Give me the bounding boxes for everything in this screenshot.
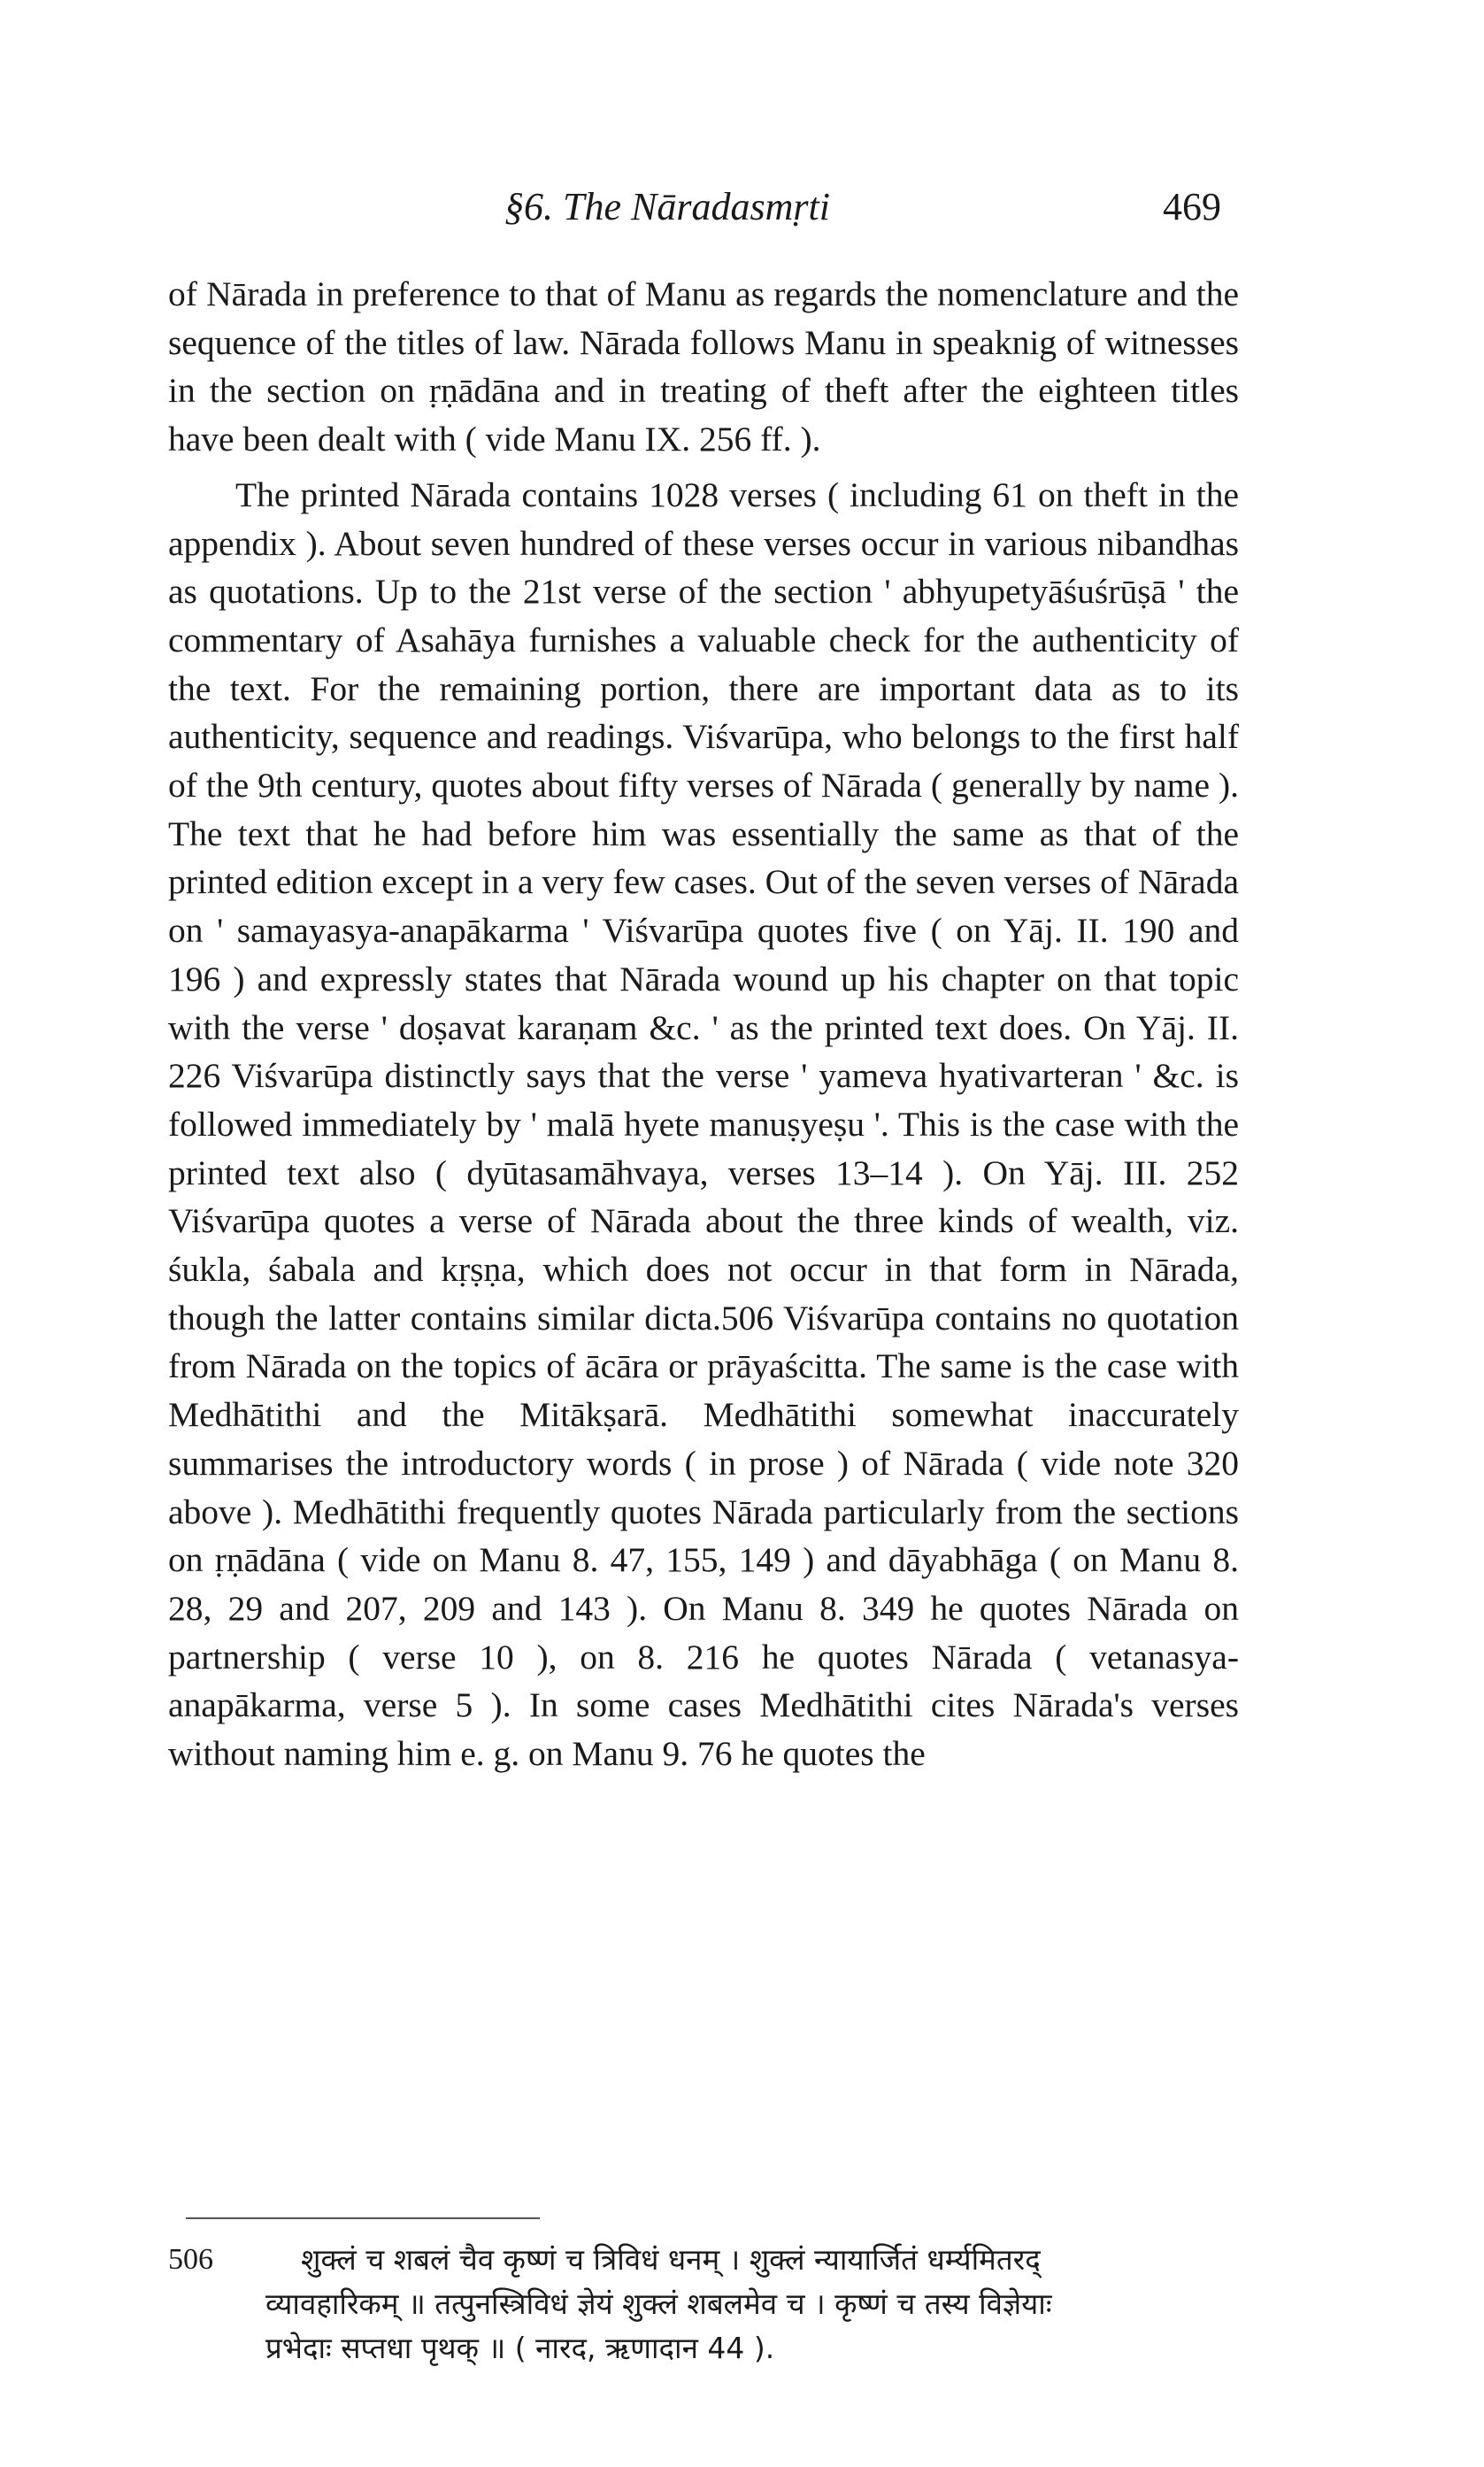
body-text xyxy=(168,270,1239,1778)
paragraph: of Nārada in preference to that of Manu as regards the nomenclature and the sequence of the titles of law. Nārada follows Manu in speaknig of witnesses in the section on ṛṇādāna and in treating of theft after the eighteen titles have been dealt with ( vide Manu IX. 256 ff. ). xyxy=(168,274,1239,459)
footnote-text xyxy=(265,2238,1239,2371)
paragraph: The printed Nārada contains 1028 verses ( including 61 on theft in the appendix ). About seven hundred of these verses occur in various nibandhas as quotations. Up to the 21st verse of the section ' abhyupetyāśuśrūṣā ' the commentary of Asahāya furnishes a valuable check for the authenticity of the text. For the remaining portion, there are important data as to its authenticity, sequence and readings. Viśvarūpa, who belongs to the first half of the 9th century, quotes about fifty verses of Nārada ( generally by name ). The text that he had before him was essentially the same as that of the printed edition except in a very few cases. Out of the seven verses of Nārada on ' samayasya-anapākarma ' Viśvarūpa quotes five ( on Yāj. II. 190 and 196 ) and expressly states that Nārada wound up his chapter on that topic with the verse ' doṣavat karaṇam &c. ' as the printed text does. On Yāj. II. 226 Viśvarūpa distinctly says that the verse ' yameva hyativarteran ' &c. is followed immediately by ' malā hyete manuṣyeṣu '. This is the case with the printed text also ( dyūtasamāhvaya, verses 13–14 ). On Yāj. III. 252 Viśvarūpa quotes a verse of Nārada about the three kinds of wealth, viz. śukla, śabala and kṛṣṇa, which does not occur in that form in Nārada, though the latter contains similar dicta.506 Viśvarūpa contains no quotation from Nārada on the topics of ācāra or prāyaścitta. The same is the case with Medhātithi and the Mitākṣarā. Medhātithi somewhat inaccurately summarises the introductory words ( in prose ) of Nārada ( vide note 320 above ). Medhātithi frequently quotes Nārada particularly from the sections on ṛṇādāna ( vide on Manu 8. 47, 155, 149 ) and dāyabhāga ( on Manu 8. 28, 29 and 207, 209 and 143 ). On Manu 8. 349 he quotes Nārada on partnership ( verse 10 ), on 8. 216 he quotes Nārada ( vetanasya-anapākarma, verse 5 ). In some cases Medhātithi cites Nārada's verses without naming him e. g. on Manu 9. 76 he quotes the xyxy=(168,474,1239,1774)
footnote-line: व्यावहारिकम् ॥ तत्पुनस्त्रिविधं ज्ञेयं शुक्लं शबलमेव च । कृष्णं च तस्य विज्ञेयाः xyxy=(265,2286,1052,2321)
running-head xyxy=(168,184,1239,237)
footnote-line: प्रभेदाः सप्तधा पृथक् ॥ ( नारद, ऋणादान 44 ). xyxy=(265,2331,775,2365)
footnote xyxy=(168,2238,1239,2371)
chapter-title: §6. The Nāradasmṛti xyxy=(504,185,830,228)
footnote-number: 506 xyxy=(168,2243,213,2276)
footnote-line: शुक्लं च शबलं चैव कृष्णं च त्रिविधं धनम् । शुक्लं न्यायार्जितं धर्म्यमितरद् xyxy=(301,2242,1041,2277)
page-number: 469 xyxy=(1163,185,1221,228)
footnote-rule xyxy=(186,2217,540,2219)
